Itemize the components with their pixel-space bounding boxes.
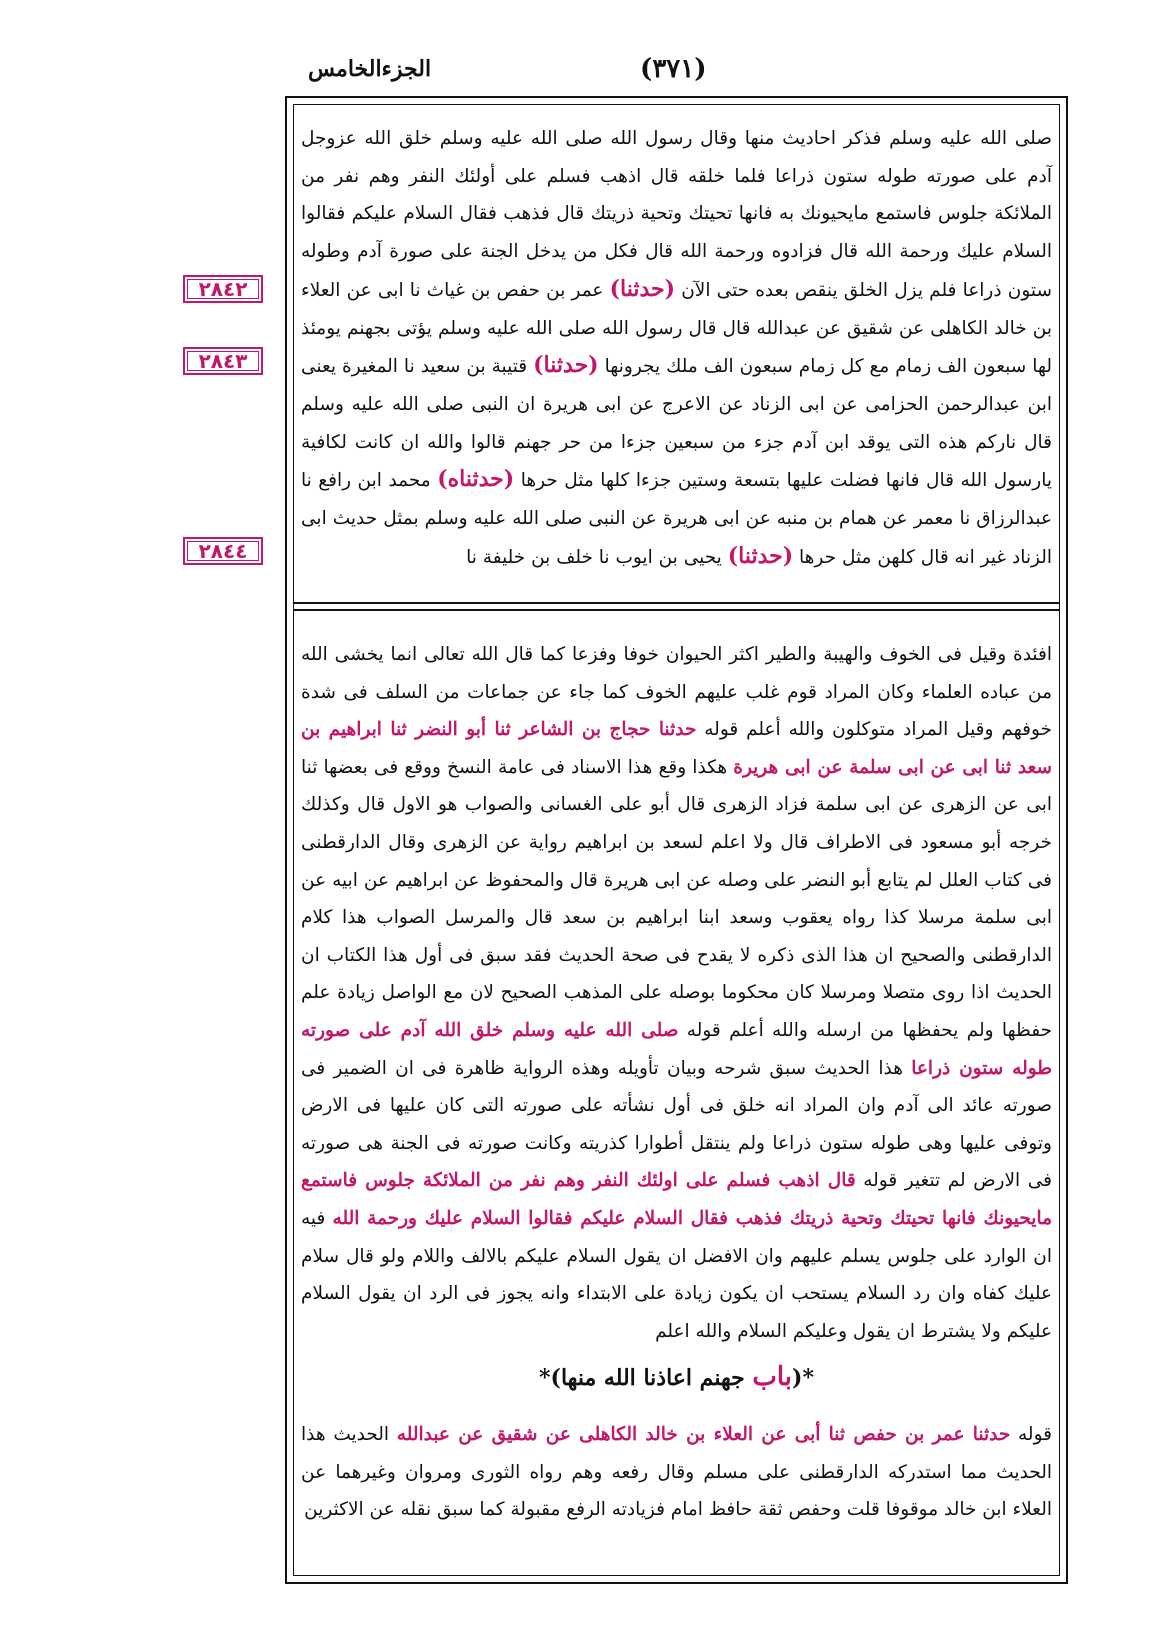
bab-label: باب xyxy=(752,1362,793,1392)
page-number: (٣٧١) xyxy=(640,54,707,84)
haddathana-keyword: (حدثنا) xyxy=(727,542,794,569)
quoted-isnad: حدثنا حجاج بن الشاعر ثنا أبو النضر ثنا ابراهيم بن سعد ثنا ابى عن ابى سلمة عن ابى هريرة xyxy=(301,719,1052,778)
section-divider xyxy=(293,609,1060,611)
star-ornament: * xyxy=(802,1365,814,1391)
haddathana-keyword: (حدثنا) xyxy=(609,275,676,302)
commentary-paragraph xyxy=(301,1416,1052,1529)
part-title: الجزءالخامس xyxy=(308,56,432,82)
hadith-text: يحيى بن ايوب نا خلف بن خليفة نا xyxy=(466,546,722,568)
quoted-isnad: حدثنا عمر بن حفص ثنا أبى عن العلاء بن خالد الكاهلى عن شقيق عن عبدالله xyxy=(396,1424,1011,1445)
hadith-text: قتيبة بن سعيد نا المغيرة يعنى ابن عبدالرحمن الحزامى عن ابى الزناد عن الاعرج عن ابى هريرة ان النبى صلى الله عليه وسلم قال ناركم هذه التى يوقد ابن آدم جزء من سبعين جزءا من حر جهنم قالوا والله ان كانت لكافية يارسول الله قال فانها فضلت عليها بتسعة وستين جزءا كلها مثل حرها xyxy=(301,356,1052,492)
commentary-text: هذا الحديث سبق شرحه وبيان تأويله وهذه الرواية ظاهرة فى ان الضمير فى صورته عائد الى آدم وان المراد انه خلق فى أول نشأته على صورته التى كان عليها فى الارض وتوفى عليها وهى طوله ستون ذراعا ولم ينتقل أطوارا كذريته وكانت صورته فى الجنة هى صورته فى الارض لم تتغير قوله xyxy=(301,1057,1052,1192)
quoted-matn: صلى الله عليه وسلم خلق الله آدم على صورته طوله ستون ذراعا xyxy=(301,1019,1052,1079)
hadith-text-block xyxy=(301,120,1052,576)
hadith-text: محمد ابن رافع نا عبدالرزاق نا معمر عن همام بن منبه عن ابى هريرة عن النبى صلى الله عليه وسلم بمثل حديث ابى الزناد غير انه قال كلهن مثل حرها xyxy=(301,470,1052,568)
hadith-paragraph xyxy=(301,120,1052,576)
haddathana-keyword: (حدثنا) xyxy=(533,352,599,379)
paren-open: ( xyxy=(792,1365,803,1391)
commentary-text-block xyxy=(301,636,1052,1350)
chapter-heading xyxy=(301,1362,1052,1392)
commentary-text: افئدة وقيل فى الخوف والهيبة والطير اكثر الحيوان خوفا وفزعا كما قال الله تعالى انما يخشى الله من عباده العلماء وكان المراد قوم غلب عليهم الخوف كما جاء عن جماعات من السلف فى شدة خوفهم وقيل المراد متوكلون والله أعلم قوله xyxy=(301,644,1052,741)
commentary-text: هكذا وقع هذا الاسناد فى عامة النسخ ووقع فى بعضها ثنا ابى عن الزهرى عن ابى سلمة فزاد الزهرى قال أبو على الغسانى والصواب هو الاول قال وكذلك خرجه أبو مسعود فى الاطراف قال ولا اعلم لسعد بن ابراهيم رواية عن الزهرى وقال الدارقطنى فى كتاب العلل لم يتابع أبو النضر على وصله عن ابى هريرة قال والمحفوظ عن ابراهيم عن ابيه عن ابى سلمة مرسلا كذا رواه يعقوب وسعد ابنا ابراهيم بن سعد قال والمرسل الصواب هذا كلام الدارقطنى والصحيح ان هذا الذى ذكره لا يقدح فى صحة الحديث فقد سبق فى أول هذا الكتاب ان الحديث اذا روى متصلا ومرسلا كان محكوما بوصله على المذهب الصحيح لان مع الواصل زيادة علم حفظها ولم يحفظها من ارسله والله أعلم قوله xyxy=(301,756,1053,1041)
hadith-number-2842: ٢٨٤٢ xyxy=(183,275,263,303)
commentary-text: الحديث هذا الحديث مما استدركه الدارقطنى على مسلم وقال رفعه وهم رواه الثورى ومروان وغيرهما عن العلاء ابن خالد موقوفا قلت وحفص ثقة حافظ امام فزيادته الرفع مقبولة كما سبق نقله عن الاكثرين xyxy=(301,1424,1052,1521)
commentary-text: قوله xyxy=(1018,1424,1052,1445)
quoted-matn: قال اذهب فسلم على اولئك النفر وهم نفر من الملائكة جلوس فاستمع مايحيونك فانها تحيتك وتحية ذريتك فذهب فقال السلام عليكم فقالوا السلام عليك ورحمة الله xyxy=(301,1170,1052,1229)
chapter-title: جهنم اعاذنا الله منها xyxy=(560,1365,745,1391)
page-header xyxy=(0,52,1158,92)
hadith-number-2844: ٢٨٤٤ xyxy=(183,537,263,565)
commentary-paragraph xyxy=(301,636,1052,1350)
section-divider xyxy=(293,602,1060,604)
hadith-number-2843: ٢٨٤٣ xyxy=(183,347,263,375)
hadith-text: عمر بن حفص بن غياث نا ابى عن العلاء بن خالد الكاهلى عن شقيق عن عبدالله قال قال رسول الله صلى الله عليه وسلم يؤتى بجهنم يومئذ لها سبعون الف زمام مع كل زمام سبعون الف ملك يجرونها xyxy=(301,279,1053,378)
hadith-text: صلى الله عليه وسلم فذكر احاديث منها وقال رسول الله صلى الله عليه وسلم خلق الله عزوجل آدم على صورته طوله ستون ذراعا فلما خلقه قال اذهب فسلم على أولئك النفر وهم نفر من الملائكة جلوس فاستمع مايحيونك به فانها تحيتك وتحية ذريتك قال فذهب فقال السلام عليكم فقالوا السلام عليك ورحمة الله قال فزادوه ورحمة الله قال فكل من يدخل الجنة على صورة آدم وطوله ستون ذراعا فلم يزل الخلق ينقص بعده حتى الآن xyxy=(301,128,1052,301)
star-ornament: * xyxy=(539,1365,551,1391)
paren-close: ) xyxy=(550,1365,561,1391)
haddathana-keyword: (حدثناه) xyxy=(437,466,515,493)
commentary-text: فيه ان الوارد على جلوس يسلم عليهم وان الافضل ان يقول السلام عليكم بالالف واللام ولو قال سلام عليك كفاه وان رد السلام يستحب ان يكون زيادة على الابتداء وانه يجوز فى الرد ان يقول السلام عليكم ولا يشترط ان يقول وعليكم السلام والله اعلم xyxy=(301,1207,1052,1342)
final-commentary-block xyxy=(301,1416,1052,1529)
